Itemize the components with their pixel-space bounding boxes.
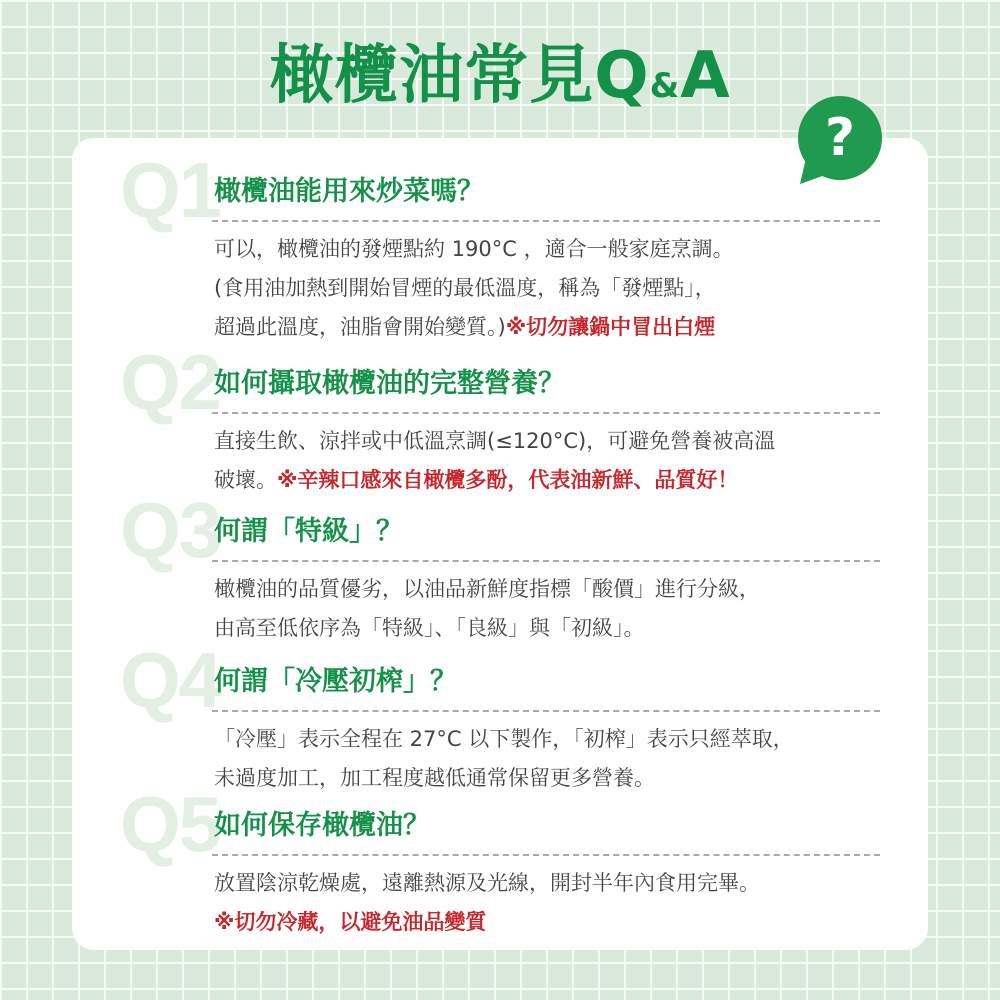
warning-note: ※辛辣口感來自橄欖多酚，代表油新鮮、品質好！: [277, 468, 739, 492]
answer-text: [214, 230, 880, 347]
dashed-divider: [212, 220, 880, 222]
title-main: 橄欖油常見Q: [269, 39, 650, 113]
title-end: A: [680, 39, 731, 113]
answer-line-text: 「冷壓」表示全程在 27°C 以下製作，「初榨」表示只經萃取，: [214, 727, 794, 751]
answer-text: [214, 720, 880, 798]
question-number: Q5: [120, 780, 221, 868]
answer-line: [214, 308, 880, 347]
answer-line: [214, 570, 880, 609]
answer-line-text: (食用油加熱到開始冒煙的最低溫度，稱為「發煙點」，: [214, 276, 716, 300]
answer-line-text: 直接生飲、涼拌或中低溫烹調(≤120°C)，可避免營養被高溫: [214, 429, 776, 453]
dashed-divider: [212, 412, 880, 414]
answer-line-text: 橄欖油的品質優劣，以油品新鮮度指標「酸價」進行分級，: [214, 577, 760, 601]
answer-line: [214, 422, 880, 461]
question-bubble-icon: ?: [792, 96, 888, 188]
answer-line-text: 未過度加工，加工程度越低通常保留更多營養。: [214, 766, 655, 790]
answer-line: [214, 864, 880, 903]
answer-line-text: 可以，橄欖油的發煙點約 190°C ，適合一般家庭烹調。: [214, 237, 734, 261]
question-text: 如何保存橄欖油？: [214, 810, 430, 841]
dashed-divider: [212, 854, 880, 856]
warning-note: ※切勿冷藏，以避免油品變質: [214, 910, 487, 934]
question-number: Q3: [120, 486, 221, 574]
answer-line: [214, 269, 880, 308]
question-text: 何謂「冷壓初榨」？: [214, 666, 457, 697]
answer-text: [214, 570, 880, 648]
answer-text: [214, 422, 880, 500]
answer-text: [214, 864, 880, 942]
dashed-divider: [212, 560, 880, 562]
answer-line: [214, 230, 880, 269]
warning-note: ※切勿讓鍋中冒出白煙: [505, 315, 716, 339]
question-text: 橄欖油能用來炒菜嗎？: [214, 176, 484, 207]
title-ampersand: &: [649, 66, 681, 106]
answer-line: [214, 759, 880, 798]
answer-line: [214, 609, 880, 648]
answer-line: [214, 720, 880, 759]
answer-line-text: 由高至低依序為「特級」、「良級」與「初級」。: [214, 616, 645, 640]
answer-line-text: 破壞。: [214, 468, 277, 492]
dashed-divider: [212, 710, 880, 712]
answer-line-text: 放置陰涼乾燥處，遠離熱源及光線，開封半年內食用完畢。: [214, 871, 760, 895]
answer-line: [214, 461, 880, 500]
question-number: Q2: [120, 338, 221, 426]
answer-line: [214, 903, 880, 942]
question-number: Q4: [120, 636, 221, 724]
question-number: Q1: [120, 146, 221, 234]
question-text: 如何攝取橄欖油的完整營養？: [214, 368, 565, 399]
answer-line-text: 超過此溫度，油脂會開始變質。): [214, 315, 506, 339]
question-text: 何謂「特級」？: [214, 516, 403, 547]
